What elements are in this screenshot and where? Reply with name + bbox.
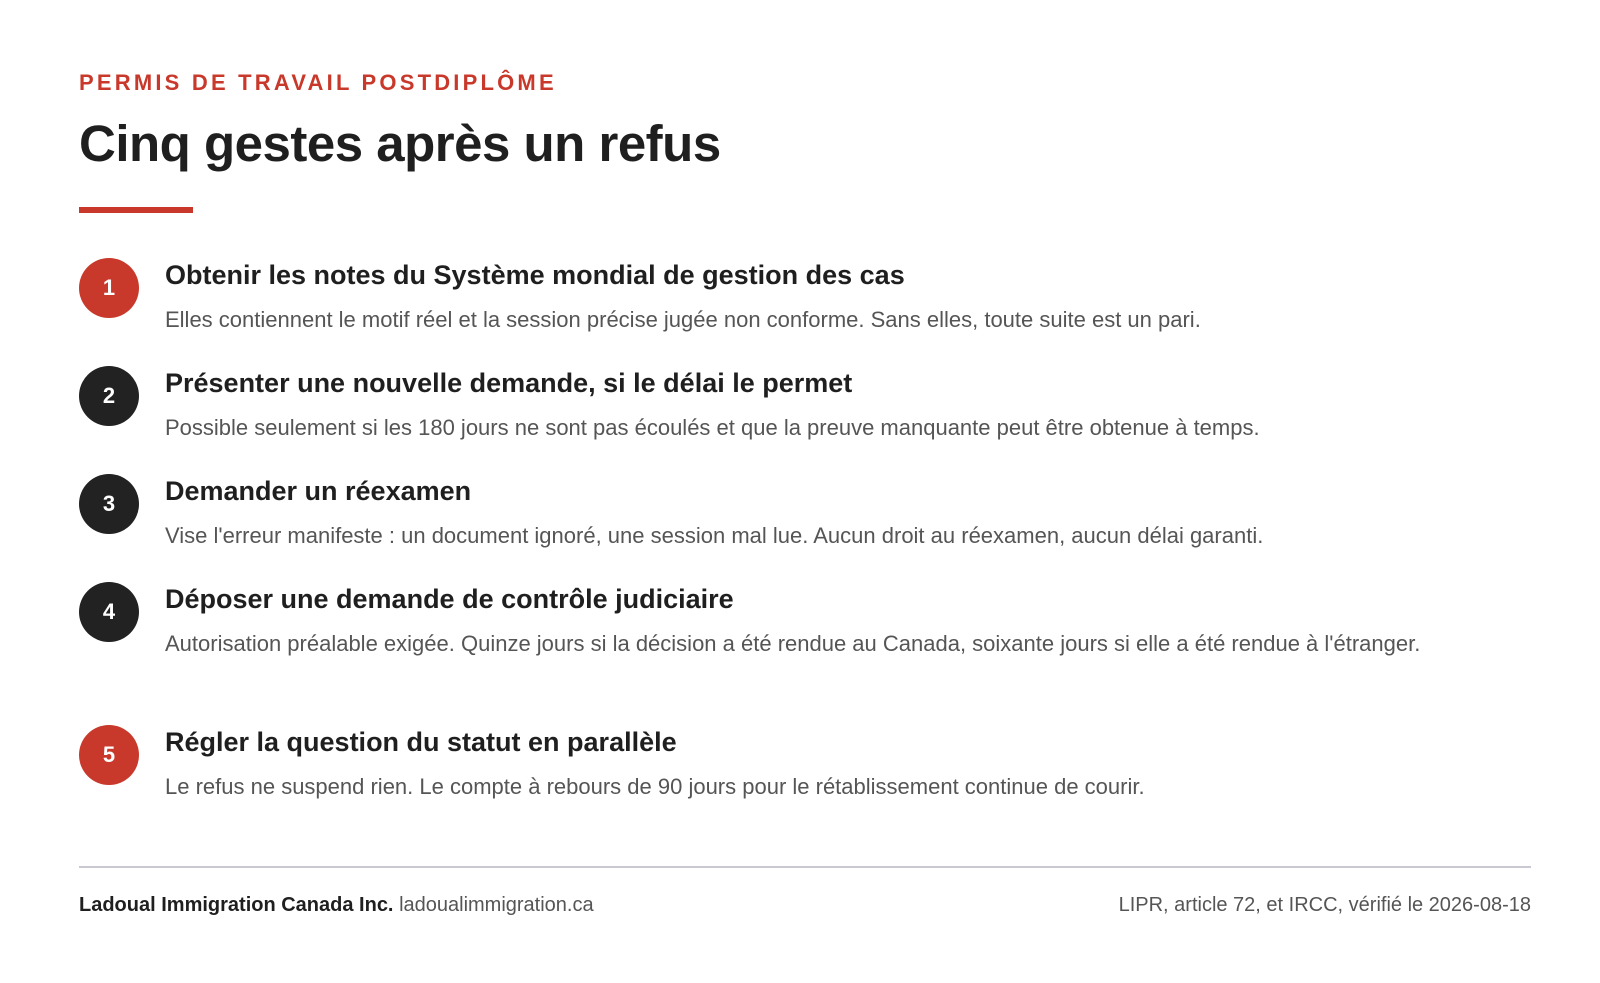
step-body xyxy=(165,366,1531,446)
step-description: Le refus ne suspend rien. Le compte à rebours de 90 jours pour le rétablissement continue de courir. xyxy=(165,774,1145,799)
eyebrow-label: PERMIS DE TRAVAIL POSTDIPLÔME xyxy=(79,70,557,95)
company-name: Ladoual Immigration Canada Inc. xyxy=(79,894,394,916)
footer-branding xyxy=(79,894,594,917)
step-description: Autorisation préalable exigée. Quinze jours si la décision a été rendue au Canada, soixante jours si elle a été rendue à l'étranger. xyxy=(165,631,1421,656)
step-body xyxy=(165,725,1531,805)
step-number-badge: 5 xyxy=(79,725,139,785)
step-title: Présenter une nouvelle demande, si le délai le permet xyxy=(165,368,853,398)
footer-divider xyxy=(79,866,1531,868)
step-number-badge: 4 xyxy=(79,582,139,642)
company-website: ladoualimmigration.ca xyxy=(399,894,594,916)
step-description: Vise l'erreur manifeste : un document ignoré, une session mal lue. Aucun droit au réexamen, aucun délai garanti. xyxy=(165,523,1264,548)
step-title: Demander un réexamen xyxy=(165,476,472,506)
step-title: Déposer une demande de contrôle judiciaire xyxy=(165,584,734,614)
page-title: Cinq gestes après un refus xyxy=(79,115,721,172)
step-number-badge: 2 xyxy=(79,366,139,426)
title-accent-rule xyxy=(79,207,193,213)
step-number-badge: 3 xyxy=(79,474,139,534)
step-description: Elles contiennent le motif réel et la session précise jugée non conforme. Sans elles, toute suite est un pari. xyxy=(165,307,1201,332)
source-citation: LIPR, article 72, et IRCC, vérifié le 2026-08-18 xyxy=(1118,894,1531,916)
step-body xyxy=(165,582,1531,662)
step-body xyxy=(165,474,1531,554)
step-title: Régler la question du statut en parallèle xyxy=(165,727,677,757)
step-description: Possible seulement si les 180 jours ne sont pas écoulés et que la preuve manquante peut être obtenue à temps. xyxy=(165,415,1260,440)
step-title: Obtenir les notes du Système mondial de gestion des cas xyxy=(165,260,905,290)
infographic-page xyxy=(79,0,1531,983)
step-number-badge: 1 xyxy=(79,258,139,318)
step-body xyxy=(165,258,1531,338)
